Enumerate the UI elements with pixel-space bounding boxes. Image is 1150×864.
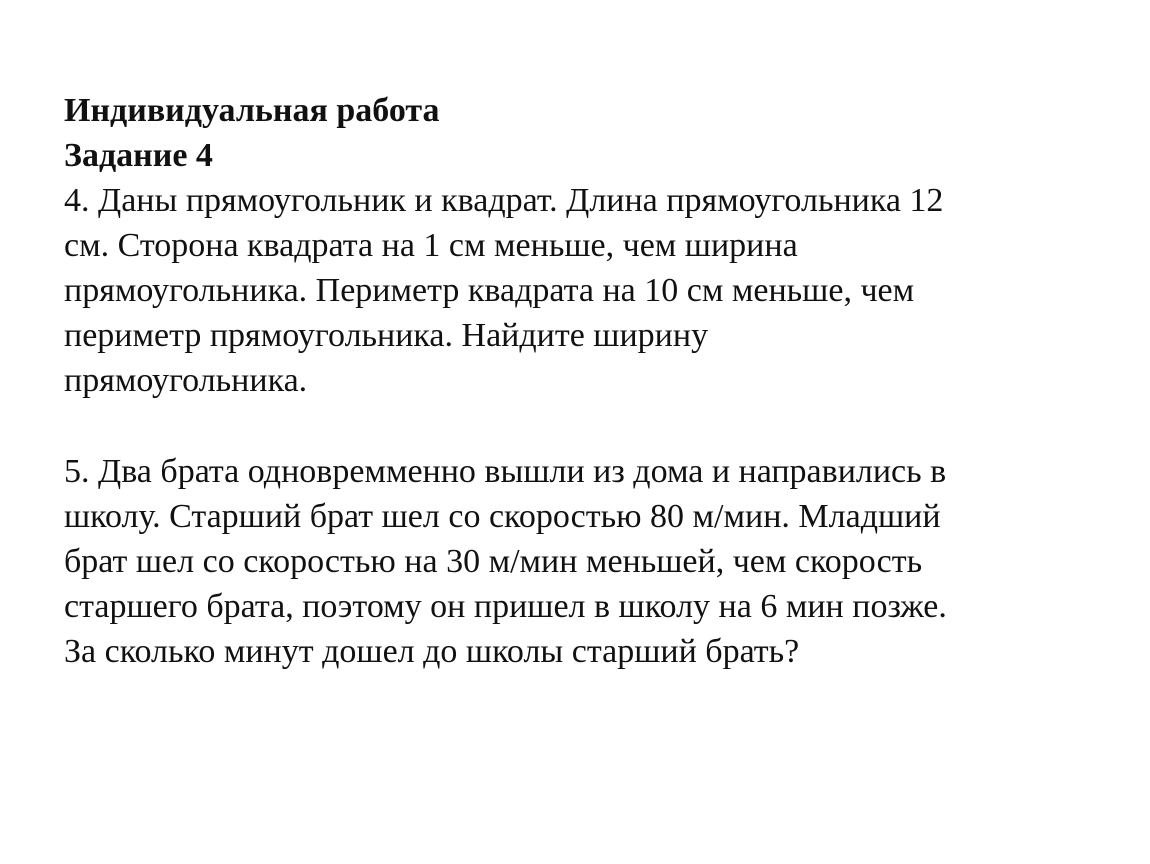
slide-content [64, 88, 1104, 674]
problem-4-line: прямоугольника. Периметр квадрата на 10 см меньше, чем [64, 272, 915, 309]
slide-title: Индивидуальная работа [64, 92, 440, 129]
problem-4-line: периметр прямоугольника. Найдите ширину [64, 317, 709, 354]
problem-5-line: 5. Два брата одновремменно вышли из дома и направились в [64, 453, 947, 490]
problem-4-line: 4. Даны прямоугольник и квадрат. Длина прямоугольника 12 [64, 182, 944, 219]
problem-5-line: старшего брата, поэтому он пришел в школу на 6 мин позже. [64, 588, 947, 625]
problem-5-line: За сколько минут дошел до школы старший брать? [64, 633, 800, 670]
problem-4-line: см. Сторона квадрата на 1 см меньше, чем ширина [64, 227, 798, 264]
problem-5 [64, 449, 1104, 674]
problem-5-line: брат шел со скоростью на 30 м/мин меньшей, чем скорость [64, 543, 923, 580]
problem-5-line: школу. Старший брат шел со скоростью 80 м/мин. Младший [64, 498, 941, 535]
problem-4 [64, 178, 1104, 403]
problem-4-line: прямоугольника. [64, 362, 308, 399]
task-heading: Задание 4 [64, 137, 213, 174]
paragraph-spacer [64, 403, 1104, 449]
